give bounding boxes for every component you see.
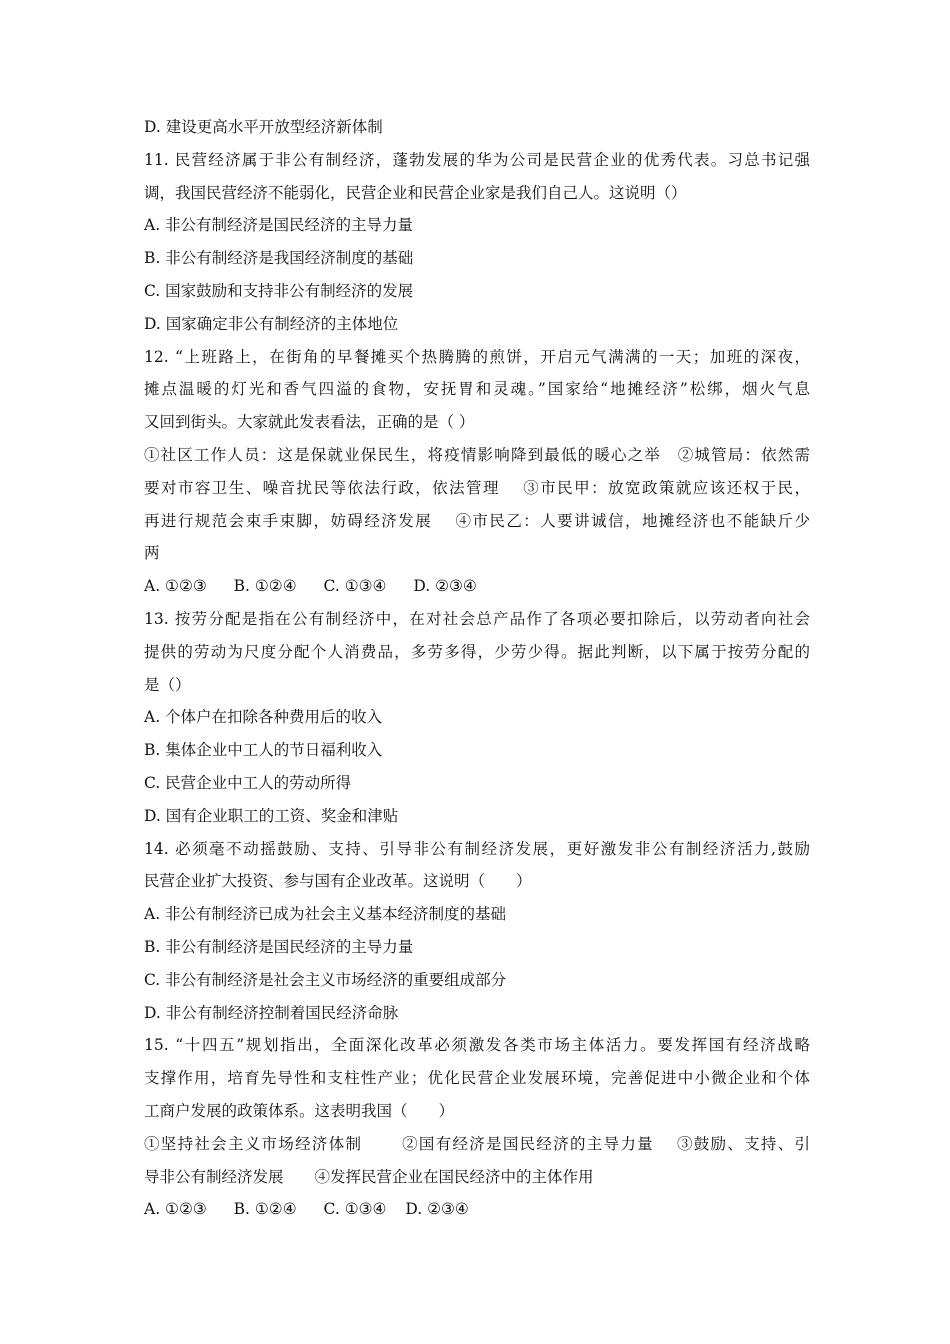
q14-stem-line: 14. 必须毫不动摇鼓励、支持、引导非公有制经济发展，更好激发非公有制经济活力,鼓励 — [144, 839, 810, 858]
q13-stem-line: 提供的劳动为尺度分配个人消费品，多劳多得，少劳少得。据此判断，以下属于按劳分配的 — [144, 642, 810, 661]
q12-item-line: 要对市容卫生、噪音扰民等依法行政，依法管理 ③市民甲：放宽政策就应该还权于民， — [144, 478, 810, 497]
q14-option-a: A. 非公有制经济已成为社会主义基本经济制度的基础 — [144, 905, 507, 924]
q12-item-line: ①社区工作人员：这是保就业保民生，将疫情影响降到最低的暖心之举 ②城管局：依然需 — [144, 445, 810, 464]
q14-option-b: B. 非公有制经济是国民经济的主导力量 — [144, 937, 414, 956]
q13-stem-line: 是（） — [144, 675, 191, 694]
q13-option-d: D. 国有企业职工的工资、奖金和津贴 — [144, 806, 399, 825]
q13-stem-line: 13. 按劳分配是指在公有制经济中，在对社会总产品作了各项必要扣除后，以劳动者向社会 — [144, 609, 810, 628]
q15-stem-line: 15. “十四五”规划指出，全面深化改革必须激发各类市场主体活力。要发挥国有经济战略 — [144, 1036, 810, 1055]
question-12 — [144, 341, 810, 603]
q12-choice-b: B. ①②④ — [233, 577, 297, 596]
q14-stem-line: 民营企业扩大投资、参与国有企业改革。这说明（ ） — [144, 872, 532, 891]
question-list — [144, 111, 810, 1226]
q14-option-c: C. 非公有制经济是社会主义市场经济的重要组成部分 — [144, 970, 507, 989]
q12-item-line: 两 — [144, 544, 160, 563]
question-11 — [144, 144, 810, 341]
q15-choices — [144, 1193, 810, 1226]
q11-option-b: B. 非公有制经济是我国经济制度的基础 — [144, 249, 414, 268]
q10-option-d: D. 建设更高水平开放型经济新体制 — [144, 118, 383, 136]
q12-choice-a: A. ①②③ — [144, 577, 207, 596]
q12-stem-line: 摊点温暖的灯光和香气四溢的食物，安抚胃和灵魂。”国家给“地摊经济”松绑，烟火气息 — [144, 380, 810, 399]
q15-choice-d: D. ②③④ — [405, 1200, 469, 1219]
q15-item-line: 导非公有制经济发展 ④发挥民营企业在国民经济中的主体作用 — [144, 1167, 594, 1186]
q12-choice-c: C. ①③④ — [323, 577, 387, 596]
q12-choice-d: D. ②③④ — [413, 577, 477, 596]
q15-choice-a: A. ①②③ — [144, 1200, 207, 1219]
question-13 — [144, 603, 810, 833]
q11-option-c: C. 国家鼓励和支持非公有制经济的发展 — [144, 281, 414, 300]
q11-stem-line: 11. 民营经济属于非公有制经济，蓬勃发展的华为公司是民营企业的优秀代表。习总书记强 — [144, 150, 810, 169]
q12-stem-line: 又回到街头。大家就此发表看法，正确的是（ ） — [144, 413, 475, 432]
q12-item-line: 再进行规范会束手束脚，妨碍经济发展 ④市民乙：人要讲诚信，地摊经济也不能缺斤少 — [144, 511, 810, 530]
q15-choice-b: B. ①②④ — [233, 1200, 297, 1219]
q12-stem-line: 12. “上班路上，在街角的早餐摊买个热腾腾的煎饼，开启元气满满的一天；加班的深夜， — [144, 347, 810, 366]
q15-choice-c: C. ①③④ — [323, 1200, 387, 1219]
question-14 — [144, 833, 810, 1030]
q15-stem-line: 支撑作用，培育先导性和支柱性产业；优化民营企业发展环境，完善促进中小微企业和个体 — [144, 1069, 810, 1088]
question-15 — [144, 1029, 810, 1226]
q11-stem-line: 调，我国民营经济不能弱化，民营企业和民营企业家是我们自己人。这说明（） — [144, 183, 687, 202]
q13-option-b: B. 集体企业中工人的节日福利收入 — [144, 741, 383, 760]
q15-item-line: ①坚持社会主义市场经济体制 ②国有经济是国民经济的主导力量 ③鼓励、支持、引 — [144, 1134, 810, 1153]
q11-option-a: A. 非公有制经济是国民经济的主导力量 — [144, 216, 414, 235]
q13-option-c: C. 民营企业中工人的劳动所得 — [144, 773, 352, 792]
q11-option-d: D. 国家确定非公有制经济的主体地位 — [144, 314, 399, 333]
q15-stem-line: 工商户发展的政策体系。这表明我国（ ） — [144, 1101, 455, 1120]
q12-choices — [144, 570, 810, 603]
q13-option-a: A. 个体户在扣除各种费用后的收入 — [144, 708, 383, 727]
q14-option-d: D. 非公有制经济控制着国民经济命脉 — [144, 1003, 399, 1022]
